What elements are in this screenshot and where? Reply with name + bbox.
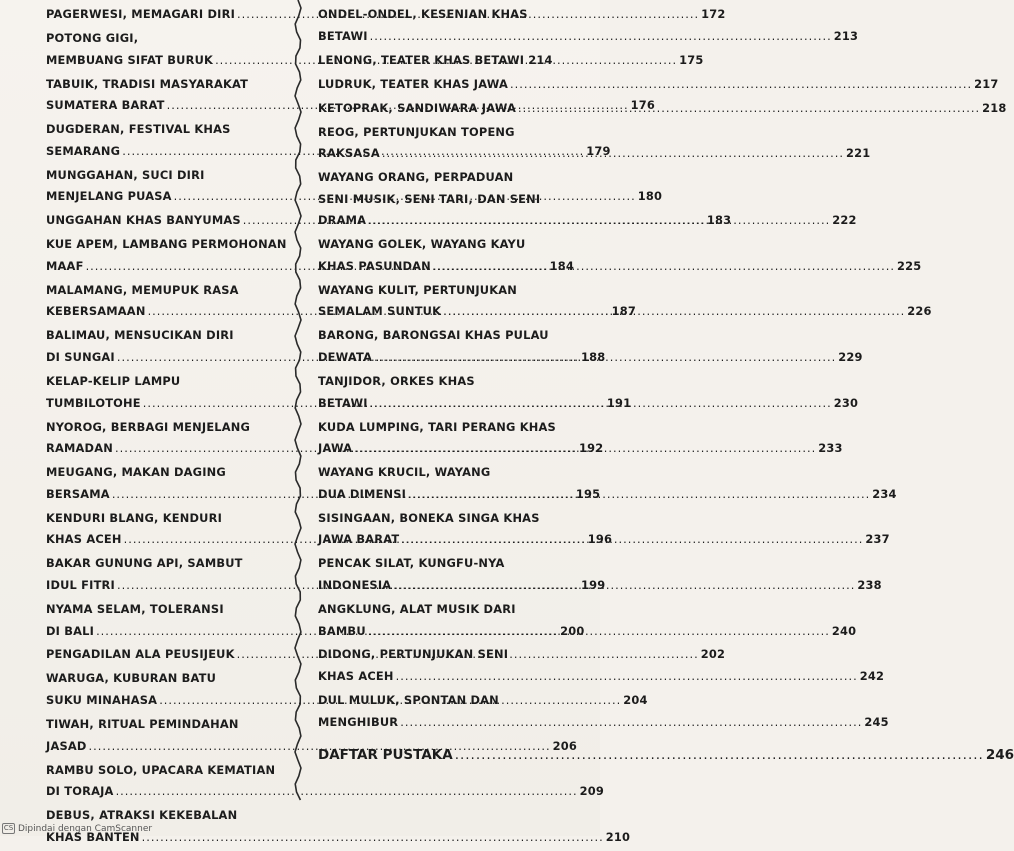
toc-page-number: 200 [560,623,585,638]
dot-leader [116,781,578,803]
toc-entry-title-line: LUDRUK, TEATER KHAS JAWA [318,76,509,91]
toc-entry-title-line: SEMALAM SUNTUK [318,304,442,319]
toc-entry-last-line [318,50,553,72]
toc-entry-title-line: KHAS PASUNDAN [318,258,431,273]
toc-entry-title-line: PENCAK SILAT, KUNGFU-NYA [318,556,505,571]
dot-leader [408,484,870,506]
toc-entry-title-line: PENGADILAN ALA PEUSIJEUK [46,647,235,662]
toc-page-number: 184 [549,258,575,273]
dot-leader [433,256,895,278]
toc-page-number: 183 [706,213,732,228]
toc-entry-title-line: KUE APEM, LAMBANG PERMOHONAN [46,237,287,252]
toc-entry-title-line: DEBUS, ATRAKSI KEKEBALAN [46,808,238,823]
dot-leader [393,575,855,597]
toc-page-number: 209 [579,784,605,799]
toc-page-number: 225 [896,258,922,273]
toc-entry-title-line: WARUGA, KUBURAN BATU [46,671,217,686]
toc-entry-last-line [318,712,889,734]
toc-entry-title-line: DRAMA [318,213,367,228]
toc-entry-title-line: WAYANG KRUCIL, WAYANG [318,465,491,480]
toc-entry-title-line: DUA DIMENSI [318,486,407,501]
toc-entry-title-line: KUDA LUMPING, TARI PERANG KHAS [318,419,556,434]
toc-entry-title-line: IDUL FITRI [46,577,115,592]
toc-page-number: 221 [845,146,871,161]
toc-page-number: 214 [528,52,553,67]
toc-entry-title-line: SUMATERA BARAT [46,98,165,113]
toc-entry-title-line: BALIMAU, MENSUCIKAN DIRI [46,328,234,343]
toc-page-number: 237 [865,532,890,547]
dot-leader [368,621,830,643]
toc-page-number: 180 [637,189,663,204]
toc-entry-title-line: WAYANG GOLEK, WAYANG KAYU [318,237,526,252]
bibliography-label: DAFTAR PUSTAKA [318,747,453,764]
toc-entry-last-line [46,781,605,803]
toc-entry-title-line: BAMBU [318,623,366,638]
toc-page-number: 218 [982,100,1007,115]
toc-entry-title-line: KHAS ACEH [46,532,122,547]
toc-page-number: 233 [818,441,843,456]
dot-leader [510,74,972,96]
dot-leader [455,747,984,763]
toc-entry-title-line: PAGERWESI, MEMAGARI DIRI [46,7,236,21]
dot-leader [396,666,858,688]
toc-entry-title-line: SENI MUSIK, SENI TARI, DAN SENI [318,191,541,206]
toc-page-number: 172 [701,7,726,21]
toc-page-number: 191 [606,395,632,410]
toc-entry-title-line: TANJIDOR, ORKES KHAS [318,374,475,389]
toc-entry-title-line: MALAMANG, MEMUPUK RASA [46,282,239,297]
scanner-watermark [2,823,152,834]
toc-entry-title-line: KHAS ACEH [318,669,394,684]
toc-entry-title-line: POTONG GIGI, [46,30,139,45]
toc-page-number: 192 [579,441,604,456]
toc-entry-title-line: NYOROG, BERBAGI MENJELANG [46,419,251,434]
toc-entry-title-line: UNGGAHAN KHAS BANYUMAS [46,213,241,228]
toc-entry-title-line: TIWAH, RITUAL PEMINDAHAN [46,717,239,732]
wavy-divider [288,0,308,800]
toc-entry-title-line: RAMADAN [46,441,113,456]
toc-entry-title-line: WAYANG KULIT, PERTUNJUKAN [318,282,518,297]
toc-page-number: 246 [985,747,1014,764]
toc-entry-title-line: WAYANG ORANG, PERPADUAN [318,170,514,185]
toc-page-number: 210 [605,829,631,844]
toc-page-number: 213 [833,28,859,43]
toc-entry-title-line: SUKU MINAHASA [46,693,158,708]
toc-page-number: 188 [580,350,606,365]
toc-entry-title-line: REOG, PERTUNJUKAN TOPENG [318,124,515,139]
toc-page-number: 176 [630,98,656,113]
toc-entry-title-line: DI TORAJA [46,784,114,799]
toc-entry-last-line [318,26,859,48]
dot-leader [368,210,830,232]
toc-page-number: 199 [581,577,606,592]
toc-entry-title-line: RAMBU SOLO, UPACARA KEMATIAN [46,762,276,777]
watermark-text: Dipindai dengan CamScanner [18,823,153,834]
toc-page-number: 230 [833,395,859,410]
toc-page-number: 226 [907,304,932,319]
toc-page-number: 175 [679,52,704,67]
toc-entry [318,74,999,96]
toc-entry-title-line: DI SUNGAI [46,350,115,365]
toc-entry-title-line: KETOPRAK, SANDIWARA JAWA [318,100,516,115]
dot-leader [370,26,832,48]
toc-page-number: 196 [587,532,613,547]
dot-leader [374,347,836,369]
toc-entry-title-line: SEMARANG [46,143,121,158]
toc-entry-title-line: DUL MULUK, SPONTAN DAN [318,693,499,708]
toc-page-number: 240 [831,623,857,638]
dot-leader [401,529,863,551]
toc-entry-last-line [318,74,999,96]
toc-entry-title-line: BARONG, BARONGSAI KHAS PULAU [318,328,549,343]
toc-entry-title-line: BERSAMA [46,486,110,501]
toc-entry-title-line: TUMBILOTOHE [46,395,141,410]
toc-page-number: 222 [832,213,857,228]
toc-entry-title-line: MEUGANG, MAKAN DAGING [46,465,226,480]
toc-entry-title-line: RAKSASA [318,146,380,161]
toc-entry-title-line: SISINGAAN, BONEKA SINGA KHAS [318,510,540,525]
toc-page-number: 179 [586,143,611,158]
toc-entry-title-line: KEBERSAMAAN [46,304,146,319]
toc-page-number: 229 [838,350,863,365]
toc-entry-title-line: JAWA BARAT [318,532,400,547]
toc-entry-title-line: LENONG, TEATER KHAS BETAWI [318,52,525,67]
toc-page-number: 202 [700,647,726,662]
toc-entry-title-line: MENJELANG PUASA [46,189,172,204]
toc-page-number: 204 [623,693,648,708]
dot-leader [142,827,604,849]
toc-entry-title-line: DUGDERAN, FESTIVAL KHAS [46,122,231,137]
toc-entry-title-line: DI BALI [46,623,95,638]
dot-leader [518,98,980,120]
toc-entry-title-line: JASAD [46,738,87,753]
dot-leader [370,393,832,415]
dot-leader [354,438,816,460]
toc-entry-title-line: KHAS BANTEN [46,829,140,844]
toc-entry [318,50,553,72]
toc-page-number: 206 [552,738,577,753]
toc-page-number: 238 [857,577,882,592]
toc-entry-title-line: ONDEL-ONDEL, KESENIAN KHAS [318,7,528,21]
toc-entry-last-line [318,666,885,688]
toc-page-number: 195 [575,486,601,501]
toc-entry [46,760,605,803]
toc-entry-title-line: JAWA [318,441,353,456]
toc-page-number: 217 [974,76,999,91]
toc-entry-title-line: KENDURI BLANG, KENDURI [46,510,223,525]
camscanner-logo: CS [3,824,14,832]
toc-entry-title-line: TABUIK, TRADISI MASYARAKAT [46,76,249,91]
toc-entry-bibliography [318,747,1014,764]
toc-page-number: 187 [611,304,637,319]
toc-entry-title-line: MAAF [46,258,84,273]
toc-entry-title-line: KELAP-KELIP LAMPU [46,374,181,389]
toc-entry-title-line: INDONESIA [318,577,392,592]
dot-leader [382,143,844,165]
toc-entry-title-line: DIDONG, PERTUNJUKAN SENI [318,647,509,662]
toc-entry-title-line: ANGKLUNG, ALAT MUSIK DARI [318,601,516,616]
toc-entry-title-line: MEMBUANG SIFAT BURUK [46,52,214,67]
toc-entry-title-line: BETAWI [318,395,368,410]
dot-leader [443,301,905,323]
toc-page-number: 242 [859,669,885,684]
toc-entry-title-line: NYAMA SELAM, TOLERANSI [46,601,224,616]
toc-page-number: 234 [872,486,897,501]
toc-entry-title-line: BETAWI [318,28,368,43]
toc-entry-title-line: MUNGGAHAN, SUCI DIRI [46,167,205,182]
toc-page-number: 245 [864,714,889,729]
toc-entry-title-line: BAKAR GUNUNG API, SAMBUT [46,556,243,571]
dot-leader [400,712,862,734]
toc-entry-title-line: DEWATA [318,350,373,365]
toc-entry-title-line: MENGHIBUR [318,714,399,729]
